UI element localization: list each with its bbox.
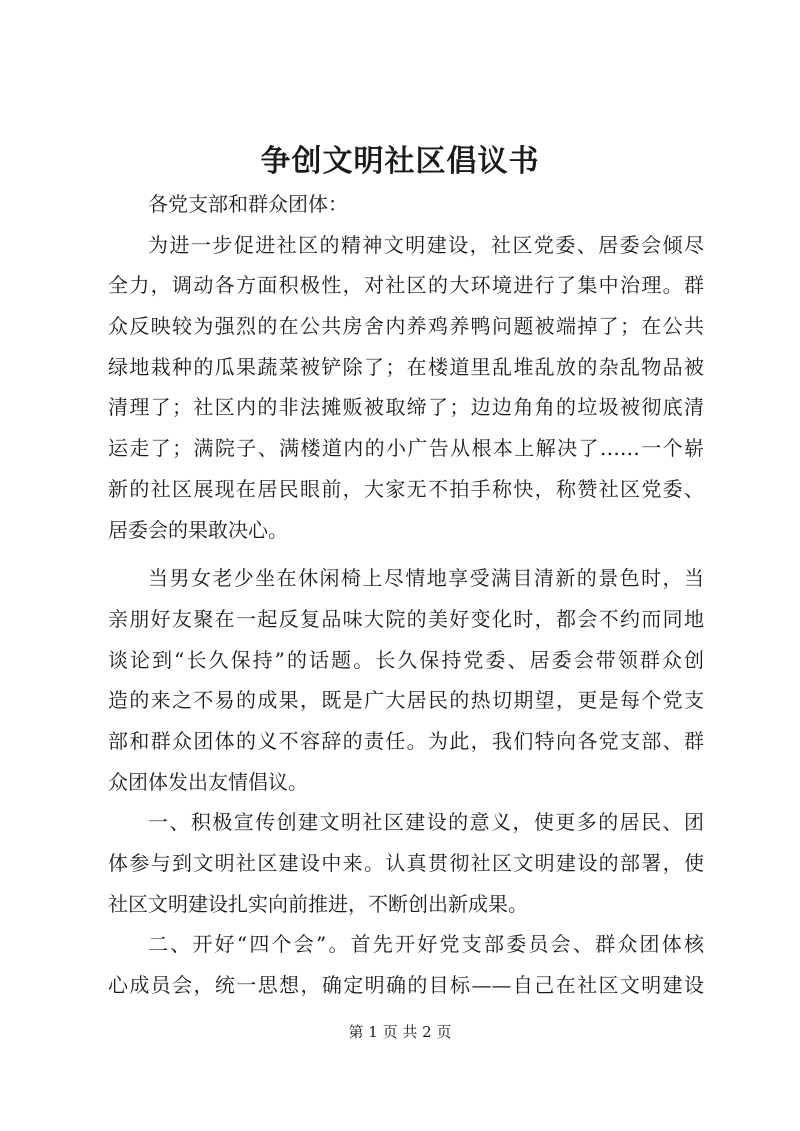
paragraph-line: 全力，调动各方面积极性，对社区的大环境进行了集中治理。群 xyxy=(108,273,704,298)
paragraph-gap xyxy=(108,550,704,558)
paragraph-line: 运走了；满院子、满楼道内的小广告从根本上解决了……一个崭 xyxy=(108,436,704,461)
paragraph-line: 造的来之不易的成果，既是广大居民的热切期望，更是每个党支 xyxy=(108,688,704,713)
paragraph-line: 社区文明建设扎实向前推进，不断创出新成果。 xyxy=(108,891,528,916)
salutation: 各党支部和群众团体： xyxy=(148,192,348,216)
paragraph-2 xyxy=(108,558,704,802)
paragraph-line: 众反映较为强烈的在公共房舍内养鸡养鸭问题被端掉了；在公共 xyxy=(108,314,704,339)
document-body xyxy=(108,184,704,1006)
paragraph-line: 部和群众团体的义不容辞的责任。为此，我们特向各党支部、群 xyxy=(108,728,704,753)
paragraph-line: 二、开好“四个会”。首先开好党支部委员会、群众团体核 xyxy=(148,932,704,957)
page-footer: 第 1 页 共 2 页 xyxy=(348,1023,452,1041)
paragraph-line: 心成员会，统一思想，确定明确的目标——自己在社区文明建设 xyxy=(108,973,704,998)
paragraph-line: 新的社区展现在居民眼前，大家无不拍手称快，称赞社区党委、 xyxy=(108,476,704,501)
paragraph-line: 当男女老少坐在休闲椅上尽情地享受满目清新的景色时，当 xyxy=(148,566,704,591)
paragraph-line: 绿地栽种的瓜果蔬菜被铲除了；在楼道里乱堆乱放的杂乱物品被 xyxy=(108,354,704,379)
paragraph-line: 体参与到文明社区建设中来。认真贯彻社区文明建设的部署，使 xyxy=(108,851,704,875)
document-title: 争创文明社区倡议书 xyxy=(260,144,540,179)
paragraph-3 xyxy=(108,802,704,924)
paragraph-line: 亲朋好友聚在一起反复品味大院的美好变化时，都会不约而同地 xyxy=(108,606,704,631)
paragraph-line: 众团体发出友情倡议。 xyxy=(108,769,308,794)
paragraph-line: 谈论到“长久保持”的话题。长久保持党委、居委会带领群众创 xyxy=(108,647,704,672)
paragraph-4 xyxy=(108,924,704,1005)
paragraph-line: 一、积极宣传创建文明社区建设的意义，使更多的居民、团 xyxy=(148,810,704,835)
paragraph-line: 居委会的果敢决心。 xyxy=(108,517,288,542)
paragraph-line: 清理了；社区内的非法摊贩被取缔了；边边角角的垃圾被彻底清 xyxy=(108,395,704,420)
paragraph-1 xyxy=(108,225,704,551)
paragraph-line: 为进一步促进社区的精神文明建设，社区党委、居委会倾尽 xyxy=(148,232,704,257)
